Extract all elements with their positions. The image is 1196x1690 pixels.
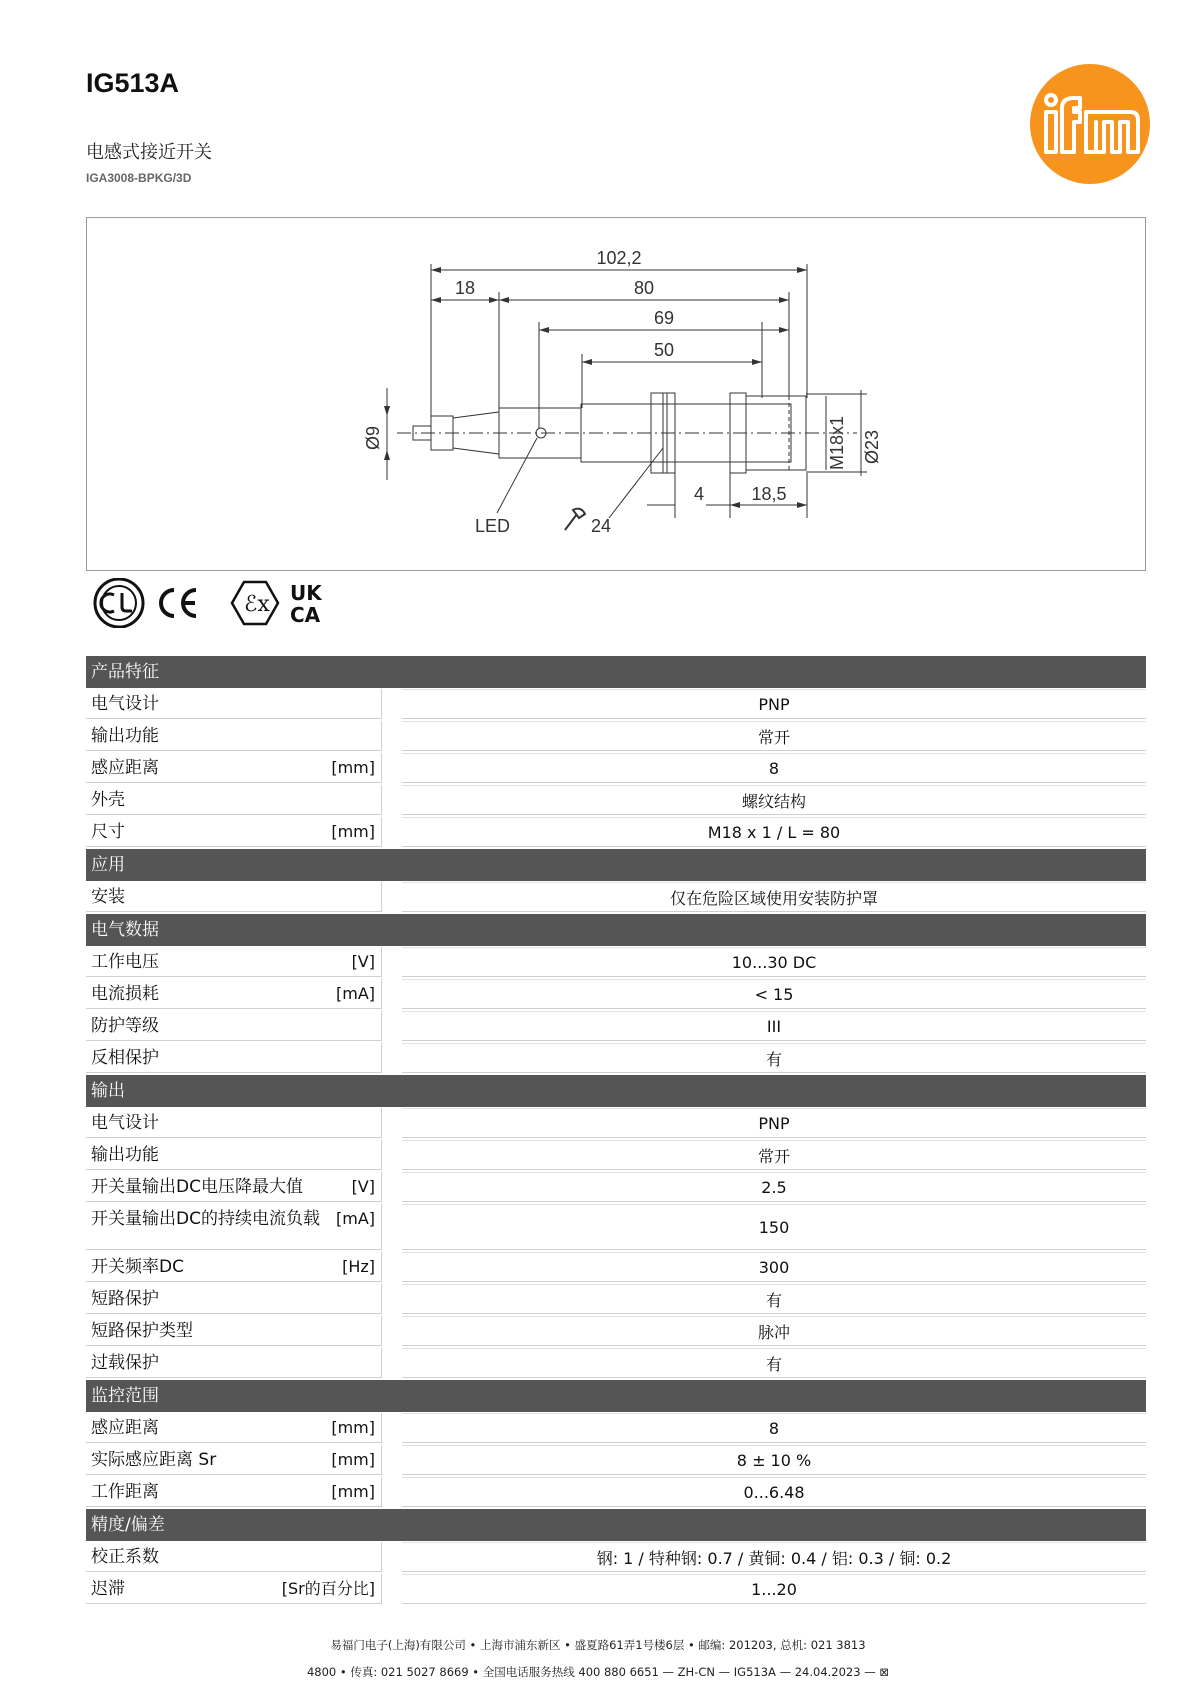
spec-row [86, 1140, 1146, 1170]
spec-row [86, 1477, 1146, 1507]
svg-text:ℰx: ℰx [244, 592, 270, 617]
spec-label: 感应距离 [91, 758, 159, 778]
spec-value: 有 [402, 1043, 1146, 1073]
spacer [382, 1348, 402, 1378]
section-header: 产品特征 [86, 656, 1146, 688]
spec-value: 钢: 1 / 特种钢: 0.7 / 黄铜: 0.4 / 铝: 0.3 / 铜: 0.2 [402, 1542, 1146, 1572]
ifm-logo [1030, 64, 1150, 184]
spec-label: 电气设计 [91, 1113, 159, 1133]
spec-row [86, 689, 1146, 719]
spec-value: 10...30 DC [402, 947, 1146, 977]
ex-icon [232, 582, 278, 624]
spec-label: 开关量输出DC电压降最大值 [91, 1177, 303, 1197]
spec-label-cell [86, 1011, 382, 1041]
spec-label-cell [86, 1348, 382, 1378]
dim-18-5: 18,5 [751, 484, 787, 504]
spec-unit: [V] [351, 952, 375, 971]
spec-label-cell [86, 1140, 382, 1170]
specification-table [86, 656, 1146, 1606]
spacer [382, 817, 402, 847]
spacer [382, 1445, 402, 1475]
spacer [382, 721, 402, 751]
spec-label: 短路保护类型 [91, 1321, 193, 1341]
dim-thread: M18x1 [827, 415, 847, 470]
spacer [382, 1108, 402, 1138]
spec-unit: [mm] [331, 1450, 375, 1469]
spec-row [86, 721, 1146, 751]
spec-value: 1...20 [402, 1574, 1146, 1604]
spacer [382, 979, 402, 1009]
spec-unit: [V] [351, 1177, 375, 1196]
spacer [382, 882, 402, 912]
spec-label-cell [86, 1542, 382, 1572]
spec-label: 感应距离 [91, 1418, 159, 1438]
spacer [382, 689, 402, 719]
spec-label: 开关频率DC [91, 1257, 184, 1277]
spacer [382, 947, 402, 977]
spec-value: 常开 [402, 721, 1146, 751]
spec-label-cell [86, 882, 382, 912]
dim-80: 80 [633, 278, 655, 298]
spec-row [86, 1542, 1146, 1572]
spec-unit: [Hz] [342, 1257, 375, 1276]
spec-label-cell [86, 947, 382, 977]
section-header: 电气数据 [86, 914, 1146, 946]
spec-label-cell [86, 1172, 382, 1202]
spec-row [86, 817, 1146, 847]
section-header: 精度/偏差 [86, 1509, 1146, 1541]
spacer [382, 1542, 402, 1572]
spacer [382, 1413, 402, 1443]
spec-row [86, 1043, 1146, 1073]
spec-label-cell [86, 1413, 382, 1443]
spec-row [86, 753, 1146, 783]
spec-label: 外壳 [91, 790, 125, 810]
footer-line-2: 4800 • 传真: 021 5027 8669 • 全国电话服务热线 400 880 6651 — ZH-CN — IG513A — 24.04.2023 — ⊠ [306, 1665, 890, 1679]
wrench-size: 24 [591, 516, 612, 536]
section-header: 输出 [86, 1075, 1146, 1107]
spacer [382, 1043, 402, 1073]
dim-18: 18 [454, 278, 476, 298]
dim-diameter-9: Ø9 [363, 425, 383, 450]
spec-row [86, 1316, 1146, 1346]
spacer [382, 1477, 402, 1507]
spec-label: 工作距离 [91, 1482, 159, 1502]
wrench-icon [565, 509, 585, 530]
spec-label-cell [86, 785, 382, 815]
article-number: IGA3008-BPKG/3D [86, 171, 192, 185]
svg-text:CA: CA [290, 603, 321, 627]
spacer [382, 1140, 402, 1170]
spec-row [86, 882, 1146, 912]
spec-label-cell [86, 979, 382, 1009]
spec-value: 常开 [402, 1140, 1146, 1170]
spec-value: PNP [402, 689, 1146, 719]
spec-value: 300 [402, 1252, 1146, 1282]
svg-text:UK: UK [290, 581, 322, 605]
cul-us-icon [95, 579, 143, 627]
spec-label-cell [86, 753, 382, 783]
spec-row [86, 1108, 1146, 1138]
ukca-icon [290, 581, 323, 627]
spec-row [86, 979, 1146, 1009]
spec-value: 8 [402, 1413, 1146, 1443]
spec-unit: [mA] [335, 984, 375, 1003]
spec-row [86, 1011, 1146, 1041]
spec-value: 有 [402, 1284, 1146, 1314]
spec-row [86, 1172, 1146, 1202]
spec-row [86, 1574, 1146, 1604]
spec-value: III [402, 1011, 1146, 1041]
spec-label-cell [86, 1284, 382, 1314]
spec-label: 开关量输出DC的持续电流负载 [91, 1209, 320, 1229]
spec-value: 0...6.48 [402, 1477, 1146, 1507]
spec-label-cell [86, 1445, 382, 1475]
spacer [382, 1172, 402, 1202]
dim-diameter-23: Ø23 [862, 429, 882, 464]
spec-label-cell [86, 689, 382, 719]
spec-label: 迟滞 [91, 1579, 125, 1599]
dimension-drawing [86, 217, 1146, 571]
spec-row [86, 1413, 1146, 1443]
spacer [382, 1284, 402, 1314]
spacer [382, 753, 402, 783]
spec-label-cell [86, 1477, 382, 1507]
spec-label: 实际感应距离 Sr [91, 1450, 217, 1470]
spec-label: 电流损耗 [91, 984, 159, 1004]
spacer [382, 1252, 402, 1282]
dim-4: 4 [693, 484, 705, 504]
ce-icon [161, 590, 196, 616]
spec-label: 校正系数 [91, 1547, 159, 1567]
spec-value: 150 [402, 1204, 1146, 1250]
spec-value: 有 [402, 1348, 1146, 1378]
spec-unit: [mm] [331, 758, 375, 777]
spec-unit: [mm] [331, 1482, 375, 1501]
spec-label-cell [86, 1108, 382, 1138]
spacer [382, 1574, 402, 1604]
led-label: LED [475, 516, 511, 536]
spec-row [86, 1284, 1146, 1314]
spec-value: 仅在危险区域使用安装防护罩 [402, 882, 1146, 912]
spec-label: 反相保护 [91, 1048, 159, 1068]
dim-69: 69 [653, 308, 675, 328]
spec-label-cell [86, 1252, 382, 1282]
spec-unit: [mm] [331, 822, 375, 841]
spec-label: 输出功能 [91, 726, 159, 746]
spec-label-cell [86, 1574, 382, 1604]
spec-label: 尺寸 [91, 822, 125, 842]
spec-row [86, 947, 1146, 977]
footer-line-1: 易福门电子(上海)有限公司 • 上海市浦东新区 • 盛夏路61弄1号楼6层 • 邮编: 201203, 总机: 021 3813 [330, 1638, 866, 1652]
spec-row [86, 785, 1146, 815]
spec-unit: [Sr的百分比] [281, 1579, 375, 1598]
spec-value: 8 ± 10 % [402, 1445, 1146, 1475]
certification-marks [92, 578, 342, 628]
spec-row [86, 1204, 1146, 1250]
spec-label: 安装 [91, 887, 125, 907]
spec-row [86, 1445, 1146, 1475]
spec-value: 脉冲 [402, 1316, 1146, 1346]
spec-label-cell [86, 721, 382, 751]
spacer [382, 1204, 402, 1250]
spacer [382, 1316, 402, 1346]
spec-label-cell [86, 817, 382, 847]
spec-row [86, 1252, 1146, 1282]
spec-value: < 15 [402, 979, 1146, 1009]
spec-value: 螺纹结构 [402, 785, 1146, 815]
spec-label: 过载保护 [91, 1353, 159, 1373]
spec-value: 8 [402, 753, 1146, 783]
spec-label: 工作电压 [91, 952, 159, 972]
section-header: 监控范围 [86, 1380, 1146, 1412]
spec-label: 短路保护 [91, 1289, 159, 1309]
spec-value: PNP [402, 1108, 1146, 1138]
spacer [382, 1011, 402, 1041]
product-code: IG513A [86, 68, 180, 98]
spec-unit: [mA] [335, 1209, 375, 1228]
spec-value: M18 x 1 / L = 80 [402, 817, 1146, 847]
spec-label-cell [86, 1316, 382, 1346]
spec-row [86, 1348, 1146, 1378]
spec-value: 2.5 [402, 1172, 1146, 1202]
spec-label-cell [86, 1043, 382, 1073]
spec-label: 输出功能 [91, 1145, 159, 1165]
spec-label: 电气设计 [91, 694, 159, 714]
spec-label: 防护等级 [91, 1016, 159, 1036]
spec-unit: [mm] [331, 1418, 375, 1437]
dim-total: 102,2 [596, 248, 642, 268]
spacer [382, 785, 402, 815]
product-name: 电感式接近开关 [86, 142, 212, 163]
spec-label-cell [86, 1204, 382, 1250]
dim-50: 50 [653, 340, 675, 360]
section-header: 应用 [86, 849, 1146, 881]
